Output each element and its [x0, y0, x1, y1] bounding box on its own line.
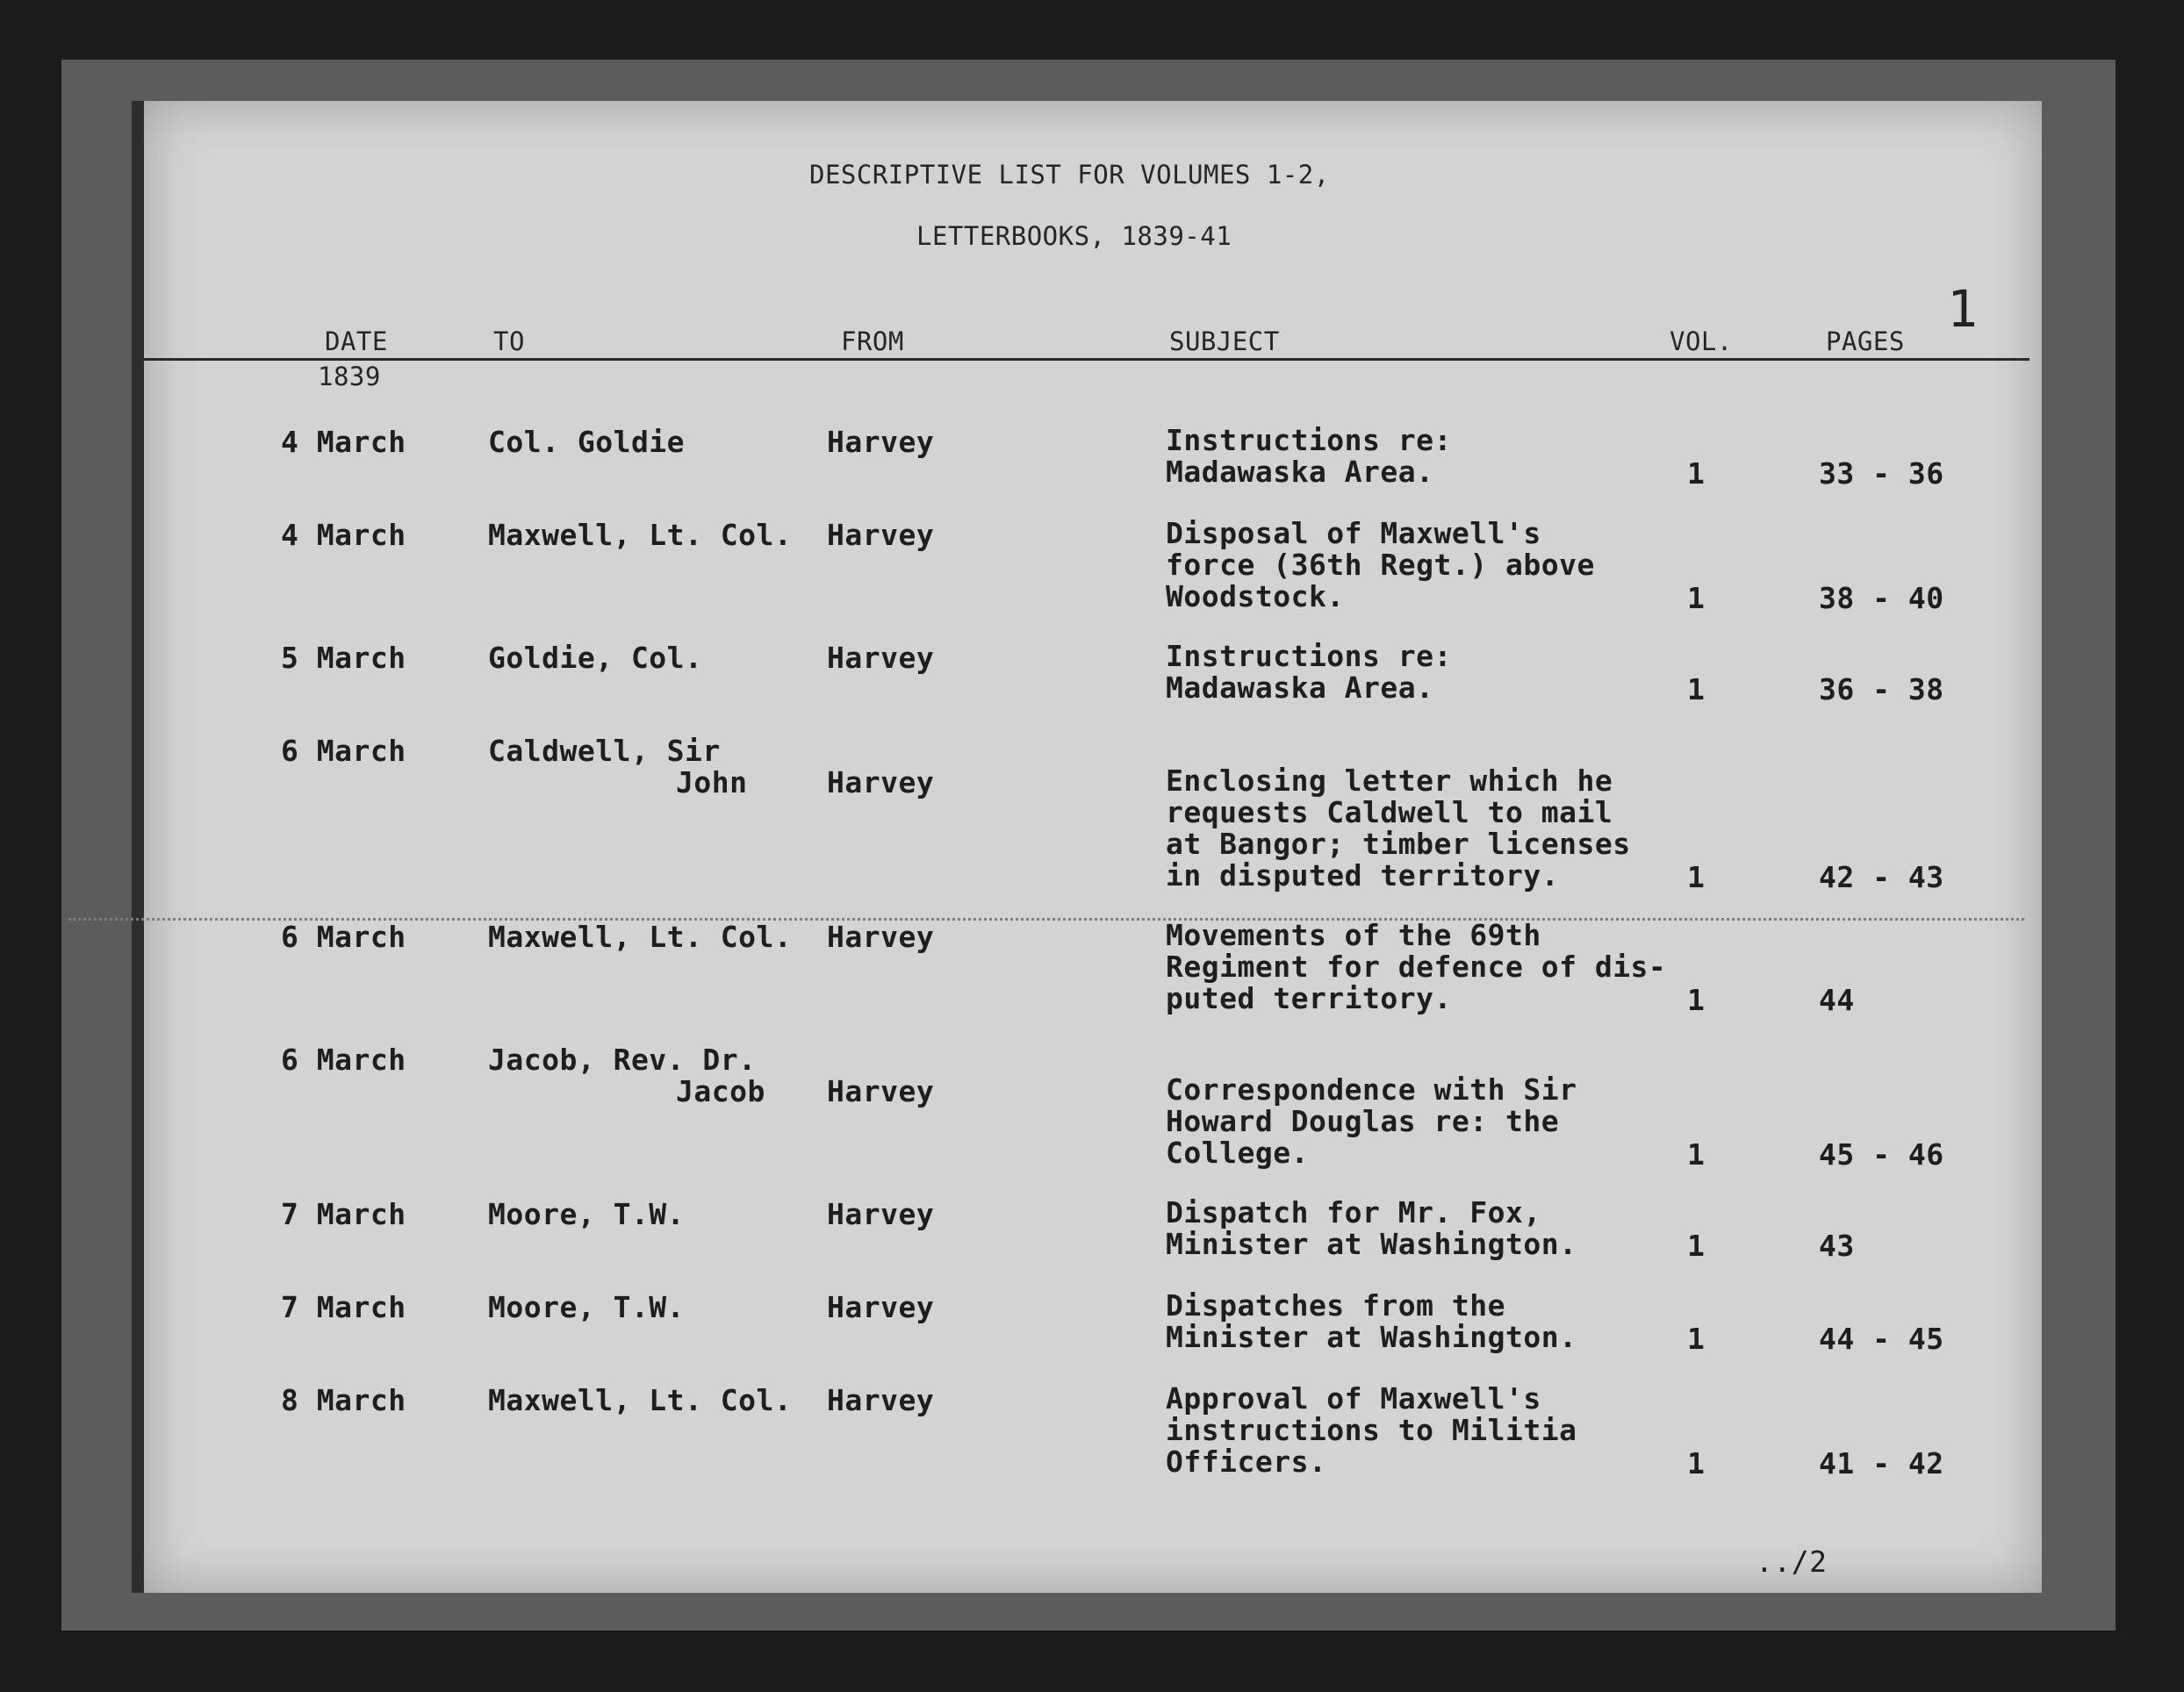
- document-title: DESCRIPTIVE LIST FOR VOLUMES 1-2,: [809, 160, 1330, 190]
- entry-subject-line: Madawaska Area.: [1166, 455, 1434, 489]
- entry-to: Caldwell, Sir: [488, 734, 721, 768]
- entry-subject-line: Instructions re:: [1166, 639, 1452, 673]
- entry-subject-line: Approval of Maxwell's: [1166, 1381, 1541, 1416]
- entry-subject-line: Minister at Washington.: [1166, 1227, 1577, 1261]
- entry-vol: 1: [1687, 1322, 1706, 1356]
- entry-from: Harvey: [827, 1074, 935, 1108]
- entry-vol: 1: [1687, 456, 1706, 491]
- entry-vol: 1: [1687, 581, 1706, 615]
- entry-subject-line: Minister at Washington.: [1166, 1320, 1577, 1354]
- entry-to: Moore, T.W.: [488, 1290, 686, 1324]
- column-header-vol: VOL.: [1670, 326, 1733, 356]
- entry-pages: 44 - 45: [1819, 1322, 1944, 1356]
- entry-subject-line: Howard Douglas re: the: [1166, 1104, 1560, 1138]
- entry-subject-line: instructions to Militia: [1166, 1413, 1577, 1447]
- entry-subject-line: at Bangor; timber licenses: [1166, 827, 1631, 861]
- entry-vol: 1: [1687, 860, 1706, 894]
- entry-date: 6 March: [281, 1043, 406, 1077]
- entry-subject-line: Disposal of Maxwell's: [1166, 516, 1541, 550]
- entry-subject-line: College.: [1166, 1136, 1309, 1170]
- entry-pages: 33 - 36: [1819, 456, 1944, 491]
- entry-subject-line: puted territory.: [1166, 981, 1452, 1015]
- year-label: 1839: [318, 362, 381, 391]
- entry-to: John: [676, 765, 748, 799]
- entry-subject-line: Regiment for defence of dis-: [1166, 950, 1667, 984]
- entry-to: Col. Goldie: [488, 425, 686, 459]
- entry-subject-line: force (36th Regt.) above: [1166, 548, 1595, 582]
- entry-pages: 43: [1819, 1229, 1855, 1263]
- column-header-from: FROM: [841, 326, 904, 356]
- entry-subject-line: Woodstock.: [1166, 579, 1345, 613]
- entry-subject-line: Enclosing letter which he: [1166, 764, 1613, 798]
- header-rule: [144, 358, 2030, 361]
- entry-pages: 38 - 40: [1819, 581, 1944, 615]
- entry-date: 6 March: [281, 920, 406, 954]
- entry-pages: 36 - 38: [1819, 672, 1944, 706]
- entry-from: Harvey: [827, 641, 935, 675]
- entry-subject-line: Madawaska Area.: [1166, 670, 1434, 705]
- entry-subject-line: Instructions re:: [1166, 423, 1452, 457]
- entry-subject-line: requests Caldwell to mail: [1166, 795, 1613, 829]
- entry-to: Maxwell, Lt. Col.: [488, 518, 793, 552]
- entry-from: Harvey: [827, 1383, 935, 1417]
- column-header-date: DATE: [325, 326, 388, 356]
- entry-from: Harvey: [827, 1290, 935, 1324]
- entry-date: 8 March: [281, 1383, 406, 1417]
- entry-subject-line: Correspondence with Sir: [1166, 1072, 1577, 1107]
- entry-to: Jacob: [676, 1074, 765, 1108]
- entry-from: Harvey: [827, 425, 935, 459]
- entry-subject-line: in disputed territory.: [1166, 858, 1560, 893]
- column-header-subject: SUBJECT: [1169, 326, 1280, 356]
- entry-subject-line: Dispatch for Mr. Fox,: [1166, 1195, 1541, 1230]
- entry-subject-line: Officers.: [1166, 1445, 1327, 1479]
- entry-vol: 1: [1687, 1137, 1706, 1172]
- entry-pages: 41 - 42: [1819, 1446, 1944, 1480]
- entry-from: Harvey: [827, 518, 935, 552]
- entry-to: Maxwell, Lt. Col.: [488, 1383, 793, 1417]
- entry-subject-line: Movements of the 69th: [1166, 918, 1541, 952]
- entry-vol: 1: [1687, 1446, 1706, 1480]
- entry-date: 4 March: [281, 425, 406, 459]
- column-header-pages: PAGES: [1826, 326, 1905, 356]
- entry-vol: 1: [1687, 1229, 1706, 1263]
- entry-subject-line: Dispatches from the: [1166, 1288, 1505, 1323]
- document-subtitle: LETTERBOOKS, 1839-41: [916, 221, 1232, 251]
- entry-to: Maxwell, Lt. Col.: [488, 920, 793, 954]
- entry-date: 4 March: [281, 518, 406, 552]
- page-number: 1: [1947, 279, 1979, 339]
- entry-date: 5 March: [281, 641, 406, 675]
- document-sheet: [132, 101, 2042, 1593]
- entry-to: Jacob, Rev. Dr.: [488, 1043, 757, 1077]
- entry-pages: 44: [1819, 983, 1855, 1017]
- entry-to: Moore, T.W.: [488, 1197, 686, 1231]
- entry-date: 6 March: [281, 734, 406, 768]
- entry-from: Harvey: [827, 765, 935, 799]
- continuation-note: ../2: [1756, 1545, 1828, 1579]
- entry-vol: 1: [1687, 983, 1706, 1017]
- entry-to: Goldie, Col.: [488, 641, 703, 675]
- entry-from: Harvey: [827, 1197, 935, 1231]
- column-header-to: TO: [493, 326, 525, 356]
- entry-vol: 1: [1687, 672, 1706, 706]
- entry-date: 7 March: [281, 1197, 406, 1231]
- entry-from: Harvey: [827, 920, 935, 954]
- entry-date: 7 March: [281, 1290, 406, 1324]
- entry-pages: 45 - 46: [1819, 1137, 1944, 1172]
- entry-pages: 42 - 43: [1819, 860, 1944, 894]
